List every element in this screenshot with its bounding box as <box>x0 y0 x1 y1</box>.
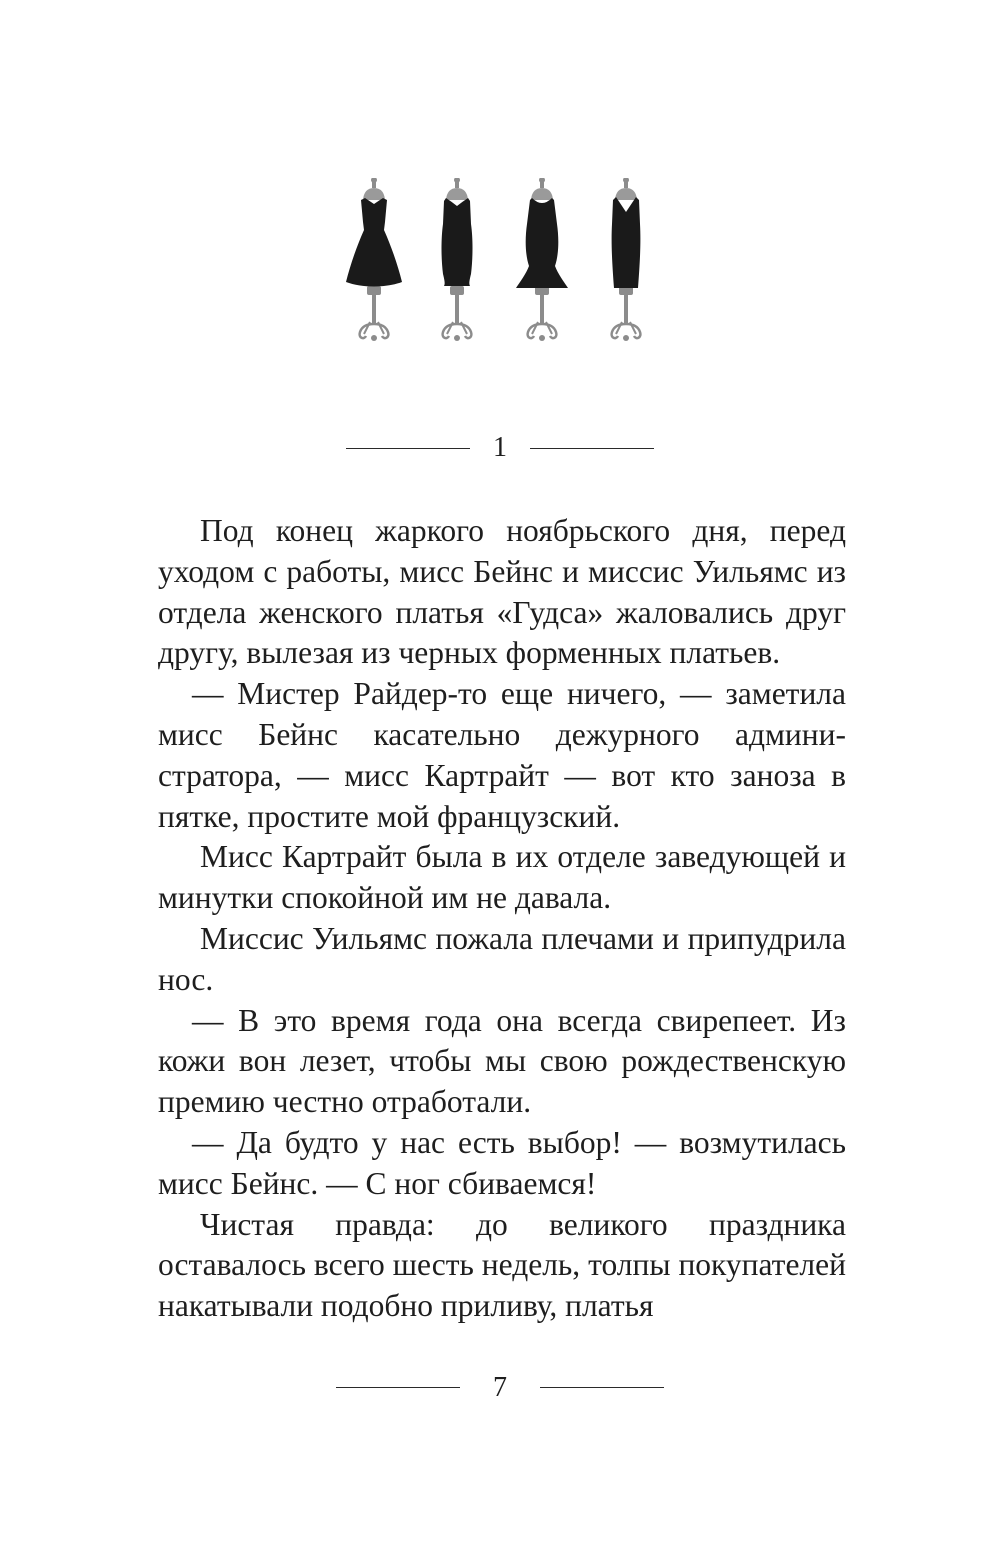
dress-mannequins-icon <box>340 178 660 344</box>
paragraph: — В это время года она всегда свирепеет. Из кожи вон лезет, чтобы мы свою рождественскую премию честно отработали. <box>158 1002 846 1120</box>
chapter-rule-left <box>346 448 470 449</box>
dress-one-icon <box>346 178 402 341</box>
page-number: 7 <box>493 1372 507 1403</box>
dress-three-icon <box>516 178 568 341</box>
body-text <box>158 511 846 1327</box>
chapter-number: 1 <box>493 432 507 463</box>
dress-two-icon <box>442 178 473 341</box>
paragraph: Под конец жаркого ноябрьского дня, перед уходом с работы, мисс Бейнс и миссис Уильямс из отдела женского платья «Гудса» жаловались друг другу, вылезая из черных форменных платьев. <box>158 513 846 671</box>
dress-four-icon <box>612 178 641 341</box>
paragraph: Миссис Уильямс пожала плечами и припудрила нос. <box>158 920 846 997</box>
paragraph: — Да будто у нас есть выбор! — возмутилась мисс Бейнс. — С ног сбиваемся! <box>158 1124 846 1201</box>
paragraph: — Мистер Райдер-то еще ничего, — заметила мисс Бейнс касательно дежурного администратора, — мисс Картрайт — вот кто заноза в пятке, простите мой французский. <box>158 676 846 834</box>
chapter-rule-right <box>530 448 654 449</box>
footer-rule-right <box>540 1387 664 1388</box>
paragraph: Чистая правда: до великого праздника оставалось всего шесть недель, толпы покупателей накатывали подобно приливу, платья <box>158 1206 846 1324</box>
footer-rule-left <box>336 1387 460 1388</box>
paragraph: Мисс Картрайт была в их отделе заведующей и минутки спокойной им не давала. <box>158 839 846 916</box>
